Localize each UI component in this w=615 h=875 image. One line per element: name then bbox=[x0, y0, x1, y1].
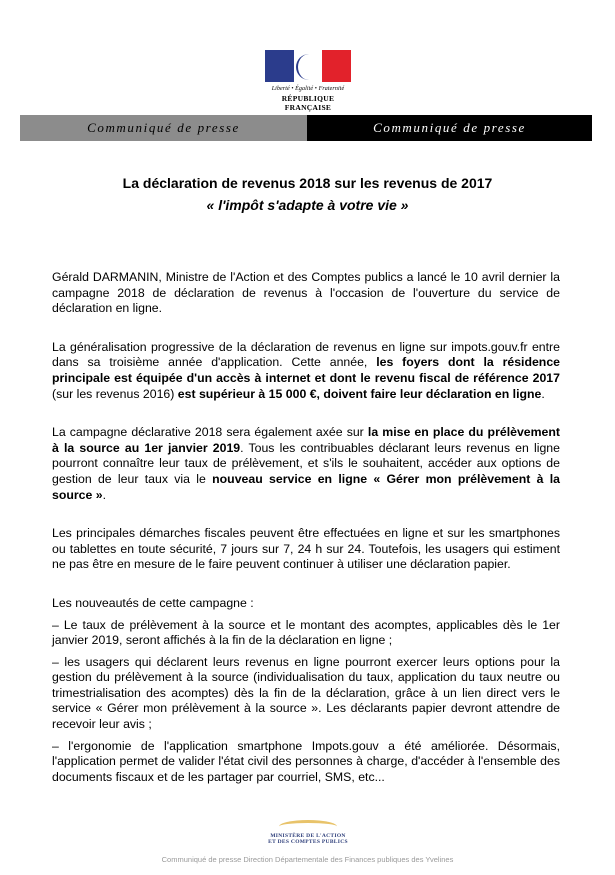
paragraph-1: Gérald DARMANIN, Ministre de l'Action et des Comptes publics a lancé le 10 avril dernier la campagne 2018 de déclaration de revenus à l'occasion de l'ouverture du service de déclaration en ligne. bbox=[52, 270, 560, 316]
ministry-line-2: ET DES COMPTES PUBLICS bbox=[268, 839, 348, 845]
ministry-arc-icon bbox=[279, 820, 337, 833]
paragraph-4: Les principales démarches fiscales peuvent être effectuées en ligne et sur les smartphones ou tablettes en toute sécurité, 7 jours sur 7, 24 h sur 24. Toutefois, les usagers qui estiment ne pas être en mesure de le faire peuvent continuer à utiliser une déclaration papier. bbox=[52, 526, 560, 572]
logo-motto: Liberté • Égalité • Fraternité bbox=[271, 86, 345, 92]
document-title: La déclaration de revenus 2018 sur les revenus de 2017 bbox=[122, 175, 493, 191]
list-item: – Le taux de prélèvement à la source et le montant des acomptes, applicables dès le 1er janvier 2019, seront affichés à la fin de la déclaration en ligne ; bbox=[52, 617, 560, 648]
republique-francaise-logo bbox=[258, 50, 358, 112]
banner-right-label: Communiqué de presse bbox=[307, 115, 592, 141]
ministry-line-1: MINISTÈRE DE L'ACTION bbox=[270, 833, 346, 839]
ministry-logo bbox=[262, 820, 354, 845]
footer-text: Communiqué de presse Direction Départementale des Finances publiques des Yvelines bbox=[161, 855, 454, 864]
document-subtitle: « l'impôt s'adapte à votre vie » bbox=[206, 197, 409, 213]
marianne-flag-icon bbox=[265, 50, 351, 82]
paragraph-2: La généralisation progressive de la déclaration de revenus en ligne sur impots.gouv.fr entre dans sa troisième année d'application. Cette année, les foyers dont la résidence principale est équipée d'un accès à internet et dont le revenu fiscal de référence 2017 (sur les revenus 2016) est supérieur à 15 000 €, doivent faire leur déclaration en ligne. bbox=[52, 339, 560, 401]
paragraph-3: La campagne déclarative 2018 sera également axée sur la mise en place du prélèvement à la source au 1er janvier 2019. Tous les contribuables déclarant leurs revenus en ligne pourront connaître leur taux de prélèvement, et s'ils le souhaitent, accéder aux options de gestion de leur taux via le nouveau service en ligne « Gérer mon prélèvement à la source ». bbox=[52, 425, 561, 502]
banner-left-label: Communiqué de presse bbox=[20, 115, 307, 141]
list-item: – l'ergonomie de l'application smartphone Impots.gouv a été améliorée. Désormais, l'application permet de valider l'état civil des personnes à charge, d'accéder à l'ensemble des documents fiscaux et de les partager par courriel, SMS, etc... bbox=[52, 738, 560, 784]
press-release-banner bbox=[20, 115, 592, 141]
document-body bbox=[52, 270, 560, 785]
logo-republic-text: RÉPUBLIQUE FRANÇAISE bbox=[281, 94, 335, 112]
list-item: – les usagers qui déclarent leurs revenus en ligne pourront exercer leurs options pour la gestion du prélèvement à la source (individualisation du taux, application du taux neutre ou trimestrialisation des acomptes) dès la fin de la déclaration, grâce à un lien direct vers le service « Gérer mon prélèvement à la source ». Les déclarants papier devront attendre de recevoir leur avis ; bbox=[52, 654, 560, 732]
paragraph-5: Les nouveautés de cette campagne : bbox=[52, 595, 254, 610]
